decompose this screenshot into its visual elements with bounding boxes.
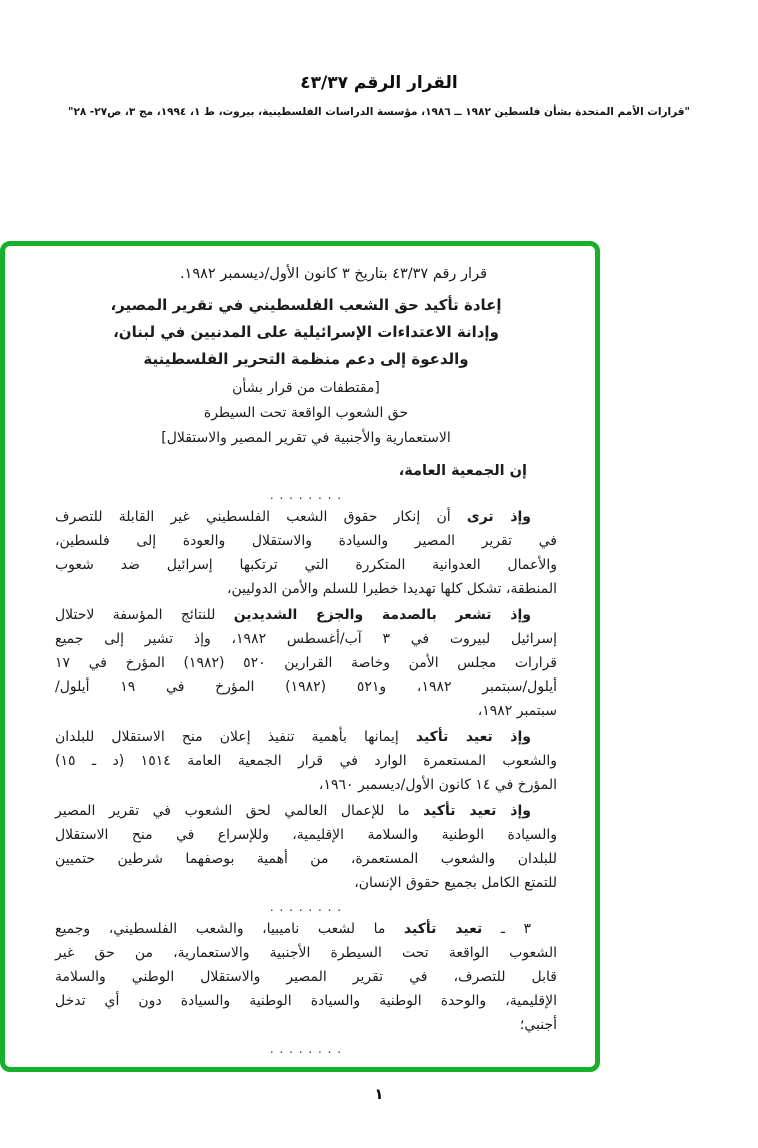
text-segment: والدعوة إلى دعم منظمة التحرير الفلسطينية [143,350,469,368]
text-segment: ٣ ـ [482,921,531,937]
bold-text-segment: إن الجمعية العامة، [398,463,527,479]
text-segment: أيلول/سبتمبر ١٩٨٢، و٥٢١ (١٩٨٢) المؤرخ في ١٩ أيلول/ [55,679,558,695]
text-line [55,319,557,346]
text-segment: المنطقة، تشكل كلها تهديدا خطيرا للسلم والأمن الدوليين، [226,581,557,597]
text-segment: للنتائج المؤسفة لاحتلال [55,607,234,623]
text-line [55,376,557,401]
text-line [55,627,557,651]
text-line [55,847,557,871]
text-line [55,773,557,797]
text-line [55,553,557,577]
text-segment: والشعوب المستعمرة الوارد في قرار الجمعية العامة ١٥١٤ (د ـ ١٥) [55,753,557,769]
text-line [55,965,557,989]
text-segment: أجنبي؛ [519,1017,557,1033]
text-line [55,401,557,426]
text-line [55,505,557,529]
bold-text-segment: تعيد تأكيد [403,921,483,937]
text-line [55,989,557,1013]
text-line [55,577,557,601]
text-segment: . . . . . . . . [269,488,343,502]
text-line [55,749,557,773]
text-line [55,346,557,373]
dotted-separator [55,899,557,915]
text-segment: الإقليمية، والوحدة الوطنية والسيادة الوطنية والسيادة دون أي تدخل [55,993,557,1009]
text-segment: الاستعمارية والأجنبية في تقرير المصير والاستقلال] [161,430,451,446]
text-line [55,1013,557,1037]
text-segment: للبلدان والشعوب المستعمرة، من أهمية بوصفهما شرطين حتميين [55,851,557,867]
text-line [55,603,557,627]
text-segment: . . . . . . . . [269,900,343,914]
text-segment: الشعوب الواقعة تحت السيطرة الأجنبية والاستعمارية، من حق غير [55,945,557,961]
text-line [55,725,557,749]
bold-text-segment: وإذ تشعر بالصدمة والجزع الشديدين [233,607,531,623]
text-segment: إيمانها بأهمية تنفيذ إعلان منح الاستقلال للبلدان [55,729,416,745]
bold-text-segment: وإذ تعيد تأكيد [415,729,531,745]
text-segment: والسيادة الوطنية والسلامة الإقليمية، وللإسراع في منح الاستقلال [55,827,557,843]
text-line [55,675,557,699]
text-line [55,823,557,847]
text-line [55,262,557,286]
text-segment: سبتمبر ١٩٨٢، [477,703,557,719]
text-segment: في تقرير المصير والسيادة والاستقلال والعودة إلى فلسطين، [55,533,557,549]
text-segment: ما للإعمال العالمي لحق الشعوب في تقرير المصير [55,803,424,819]
text-line [55,292,557,319]
text-segment: أن إنكار حقوق الشعب الفلسطيني غير القابلة للتصرف [55,509,467,525]
resolution-text [55,262,557,1057]
text-segment: حق الشعوب الواقعة تحت السيطرة [203,405,409,421]
text-segment: قرار رقم ٤٣/٣٧ بتاريخ ٣ كانون الأول/ديسمبر ١٩٨٢. [179,266,487,282]
text-segment: ما لشعب ناميبيا، والشعب الفلسطيني، وجميع [55,921,404,937]
text-line [55,941,557,965]
text-line [55,426,557,451]
text-segment: وإدانة الاعتداءات الإسرائيلية على المدنيين في لبنان، [113,323,499,341]
document-page [0,70,758,1148]
text-segment: [مقتطفات من قرار بشأن [232,380,380,396]
text-segment: قرارات مجلس الأمن وخاصة القرارين ٥٢٠ (١٩٨٢) المؤرخ في ١٧ [55,655,557,671]
text-line [55,529,557,553]
page-title: القرار الرقم ٤٣/٣٧ [300,73,458,93]
text-line [55,699,557,723]
text-segment: إعادة تأكيد حق الشعب الفلسطيني في تقرير المصير، [110,296,502,314]
text-segment: إسرائيل لبيروت في ٣ آب/أغسطس ١٩٨٢، وإذ تشير إلى جميع [55,631,557,647]
text-line [55,459,557,483]
text-line [55,871,557,895]
text-segment: المؤرخ في ١٤ كانون الأول/ديسمبر ١٩٦٠، [318,777,557,793]
text-segment: قابل للتصرف، في تقرير المصير والاستقلال الوطني والسلامة [55,969,557,985]
text-line [55,799,557,823]
dotted-separator [55,487,557,503]
bold-text-segment: وإذ ترى [466,509,532,525]
text-line [55,917,557,941]
resolution-box [0,241,600,1072]
dotted-separator [55,1041,557,1057]
text-segment: للتمتع الكامل بجميع حقوق الإنسان، [354,875,557,891]
text-segment: والأعمال العدوانية المتكررة التي ترتكبها إسرائيل ضد شعوب [55,557,557,573]
text-line [55,651,557,675]
text-segment: . . . . . . . . [269,1042,343,1056]
page-number: ١ [374,1085,384,1103]
source-citation: "قرارات الأمم المتحدة بشأن فلسطين ١٩٨٢ ــ ١٩٨٦، مؤسسة الدراسات الفلسطينية، بيروت، ط ١، ١٩٩٤، مج ٣، ص٢٧- ٢٨" [67,106,691,118]
bold-text-segment: وإذ تعيد تأكيد [423,803,531,819]
